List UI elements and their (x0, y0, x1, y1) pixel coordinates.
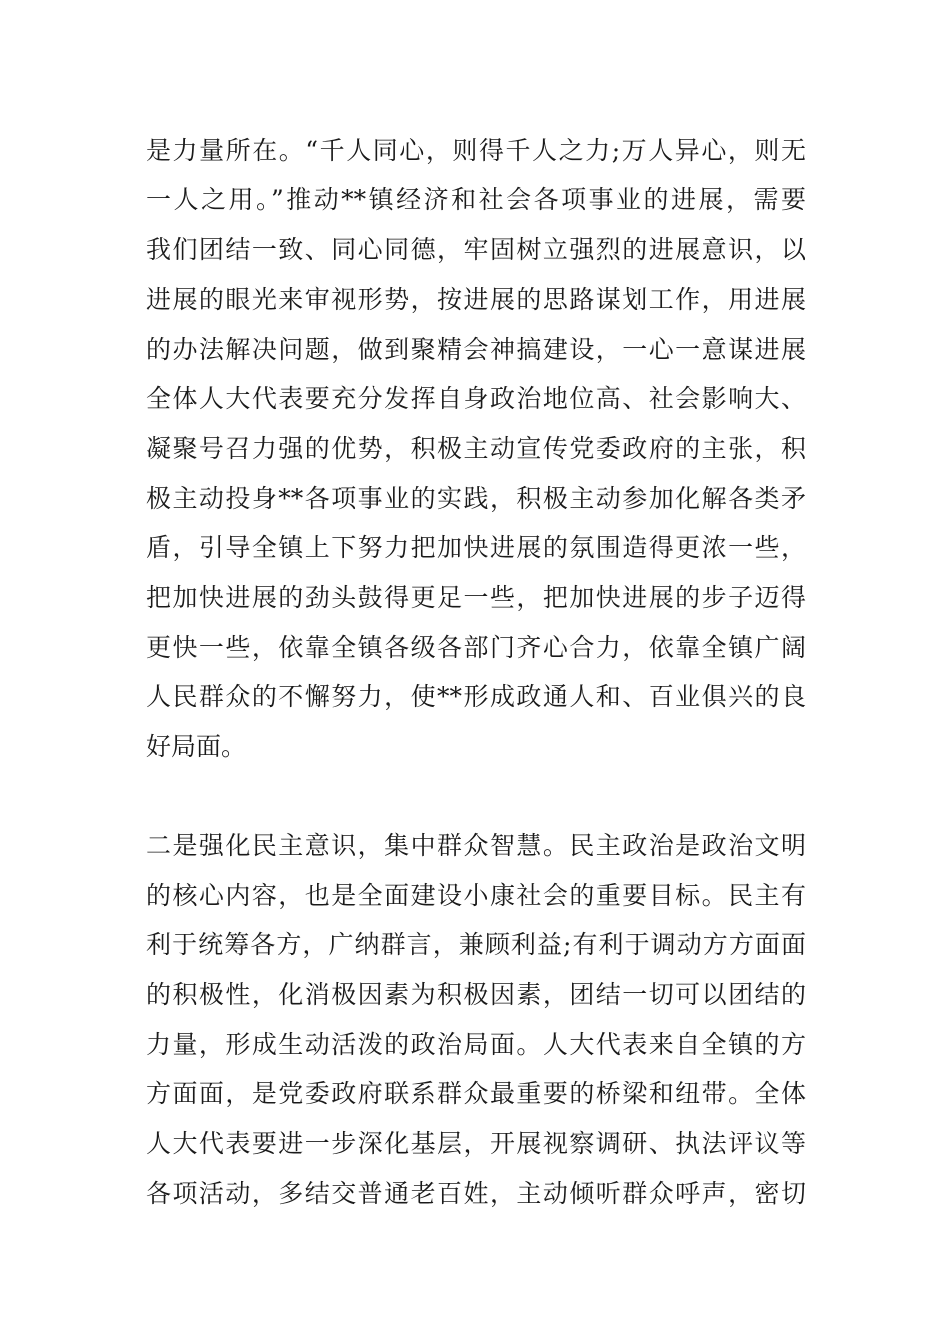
text-line: 利于统筹各方，广纳群言，兼顾利益;有利于调动方方面面 (146, 930, 806, 959)
text-line: 方面面，是党委政府联系群众最重要的桥梁和纽带。全体 (146, 1079, 806, 1108)
text-line: 的办法解决问题，做到聚精会神搞建设，一心一意谋进展 (146, 335, 806, 364)
text-line: 各项活动，多结交普通老百姓，主动倾听群众呼声，密切 (146, 1179, 806, 1208)
text-line: 我们团结一致、同心同德，牢固树立强烈的进展意识，以 (146, 235, 806, 264)
text-line: 人民群众的不懈努力，使**形成政通人和、百业俱兴的良 (146, 682, 806, 711)
text-line: 凝聚号召力强的优势，积极主动宣传党委政府的主张，积 (146, 434, 806, 463)
text-line: 是力量所在。“千人同心，则得千人之力;万人异心，则无 (146, 136, 806, 165)
text-line: 全体人大代表要充分发挥自身政治地位高、社会影响大、 (146, 384, 806, 413)
text-line: 一人之用。”推动**镇经济和社会各项事业的进展，需要 (146, 185, 806, 214)
text-line: 好局面。 (146, 732, 247, 761)
text-line: 力量，形成生动活泼的政治局面。人大代表来自全镇的方 (146, 1030, 806, 1059)
text-line: 盾，引导全镇上下努力把加快进展的氛围造得更浓一些， (146, 533, 806, 562)
text-line: 二是强化民主意识，集中群众智慧。民主政治是政治文明 (146, 831, 806, 860)
text-line: 把加快进展的劲头鼓得更足一些，把加快进展的步子迈得 (146, 583, 806, 612)
text-line: 的积极性，化消极因素为积极因素，团结一切可以团结的 (146, 980, 806, 1009)
text-line: 人大代表要进一步深化基层，开展视察调研、执法评议等 (146, 1129, 806, 1158)
text-line: 进展的眼光来审视形势，按进展的思路谋划工作，用进展 (146, 285, 806, 314)
text-line: 更快一些，依靠全镇各级各部门齐心合力，依靠全镇广阔 (146, 633, 806, 662)
text-line: 极主动投身**各项事业的实践，积极主动参加化解各类矛 (146, 484, 806, 513)
text-line: 的核心内容，也是全面建设小康社会的重要目标。民主有 (146, 881, 806, 910)
